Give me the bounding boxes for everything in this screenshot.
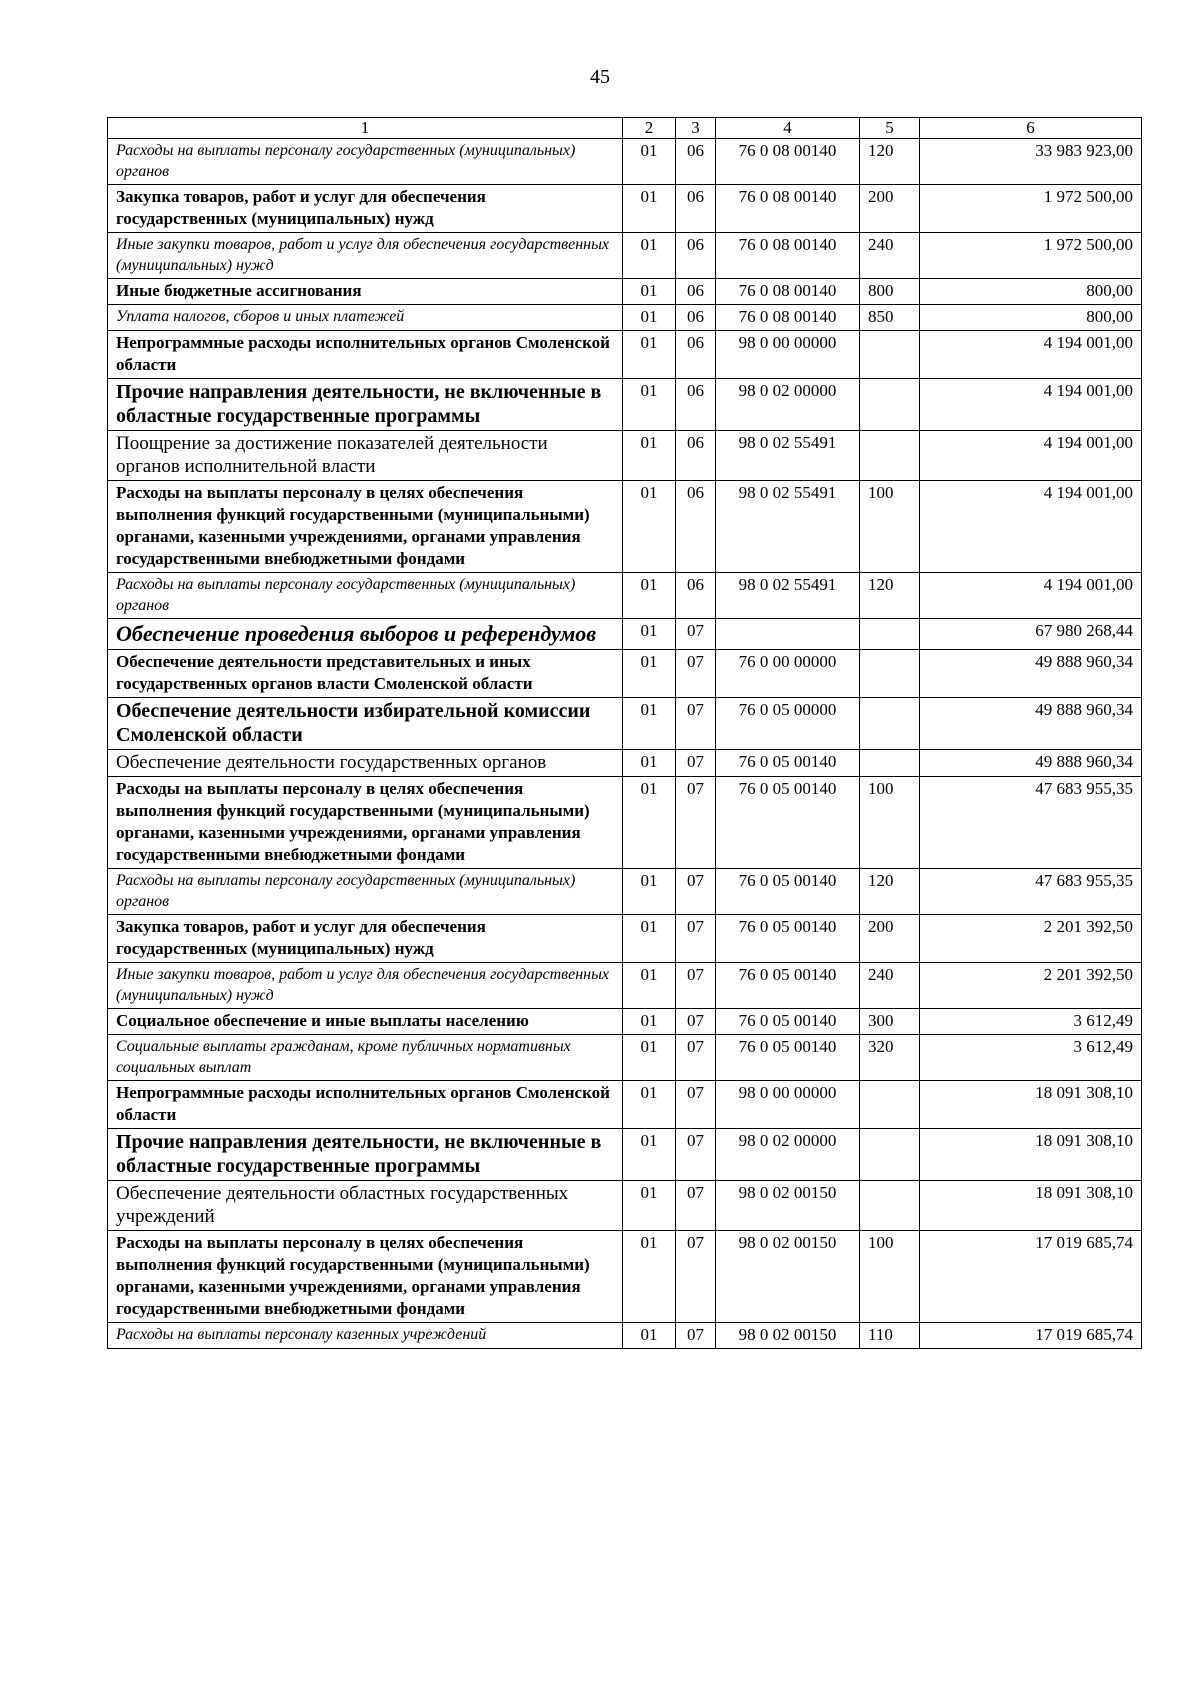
- row-section-cell: 01: [623, 619, 676, 650]
- row-subsection-cell: 06: [676, 233, 716, 279]
- row-name-cell: Расходы на выплаты персоналу казенных учреждений: [108, 1323, 623, 1349]
- row-name-cell: Иные закупки товаров, работ и услуг для обеспечения государственных (муниципальных) нужд: [108, 963, 623, 1009]
- row-section-cell: 01: [623, 963, 676, 1009]
- row-expense-type-cell: 850: [860, 305, 920, 331]
- row-subsection-cell: 07: [676, 963, 716, 1009]
- table-row: [108, 698, 1142, 750]
- table-row: [108, 750, 1142, 777]
- row-section-cell: 01: [623, 698, 676, 750]
- row-subsection-cell: 07: [676, 1231, 716, 1323]
- row-amount-cell: 4 194 001,00: [920, 573, 1142, 619]
- row-name-cell: Поощрение за достижение показателей деятельности органов исполнительной власти: [108, 431, 623, 481]
- row-section-cell: 01: [623, 650, 676, 698]
- row-subsection-cell: 07: [676, 1035, 716, 1081]
- table-row: [108, 619, 1142, 650]
- row-name-cell: Прочие направления деятельности, не включенные в областные государственные программы: [108, 1129, 623, 1181]
- row-subsection-cell: 07: [676, 1323, 716, 1349]
- row-name-cell: Социальные выплаты гражданам, кроме публичных нормативных социальных выплат: [108, 1035, 623, 1081]
- row-name-cell: Расходы на выплаты персоналу государственных (муниципальных) органов: [108, 573, 623, 619]
- row-target-article-cell: 76 0 00 00000: [716, 650, 860, 698]
- row-subsection-cell: 06: [676, 481, 716, 573]
- row-target-article-cell: 76 0 05 00140: [716, 750, 860, 777]
- column-header: 5: [860, 118, 920, 139]
- table-row: [108, 431, 1142, 481]
- row-subsection-cell: 07: [676, 1081, 716, 1129]
- table-row: [108, 481, 1142, 573]
- row-amount-cell: 1 972 500,00: [920, 185, 1142, 233]
- row-target-article-cell: 76 0 05 00140: [716, 915, 860, 963]
- row-expense-type-cell: 200: [860, 185, 920, 233]
- row-amount-cell: 800,00: [920, 305, 1142, 331]
- row-expense-type-cell: [860, 331, 920, 379]
- row-target-article-cell: 76 0 08 00140: [716, 305, 860, 331]
- row-expense-type-cell: 120: [860, 573, 920, 619]
- row-amount-cell: 4 194 001,00: [920, 431, 1142, 481]
- row-target-article-cell: 98 0 02 55491: [716, 573, 860, 619]
- row-target-article-cell: 76 0 05 00000: [716, 698, 860, 750]
- column-header: 6: [920, 118, 1142, 139]
- row-target-article-cell: 76 0 05 00140: [716, 963, 860, 1009]
- row-name-cell: Закупка товаров, работ и услуг для обеспечения государственных (муниципальных) нужд: [108, 185, 623, 233]
- row-name-cell: Непрограммные расходы исполнительных органов Смоленской области: [108, 1081, 623, 1129]
- row-name-cell: Расходы на выплаты персоналу в целях обеспечения выполнения функций государственными (муниципальными) органами, казенными учреждениями, органами управления государственными внебюджетными фондами: [108, 1231, 623, 1323]
- table-row: [108, 1009, 1142, 1035]
- table-row: [108, 331, 1142, 379]
- row-section-cell: 01: [623, 915, 676, 963]
- table-row: [108, 279, 1142, 305]
- row-name-cell: Обеспечение деятельности избирательной комиссии Смоленской области: [108, 698, 623, 750]
- row-expense-type-cell: [860, 650, 920, 698]
- row-subsection-cell: 06: [676, 279, 716, 305]
- column-header: 3: [676, 118, 716, 139]
- table-row: [108, 1129, 1142, 1181]
- row-target-article-cell: 76 0 08 00140: [716, 185, 860, 233]
- row-subsection-cell: 07: [676, 1009, 716, 1035]
- table-row: [108, 1231, 1142, 1323]
- row-target-article-cell: 98 0 02 00150: [716, 1231, 860, 1323]
- row-amount-cell: 1 972 500,00: [920, 233, 1142, 279]
- row-target-article-cell: 76 0 05 00140: [716, 1009, 860, 1035]
- row-target-article-cell: 98 0 02 00000: [716, 379, 860, 431]
- table-row: [108, 1035, 1142, 1081]
- row-section-cell: 01: [623, 1035, 676, 1081]
- row-expense-type-cell: 320: [860, 1035, 920, 1081]
- row-target-article-cell: 76 0 08 00140: [716, 279, 860, 305]
- row-expense-type-cell: [860, 431, 920, 481]
- row-name-cell: Обеспечение деятельности представительных и иных государственных органов власти Смоленской области: [108, 650, 623, 698]
- row-section-cell: 01: [623, 279, 676, 305]
- table-row: [108, 650, 1142, 698]
- row-target-article-cell: 98 0 02 55491: [716, 481, 860, 573]
- row-expense-type-cell: [860, 619, 920, 650]
- table-row: [108, 777, 1142, 869]
- row-subsection-cell: 07: [676, 1181, 716, 1231]
- row-amount-cell: 18 091 308,10: [920, 1129, 1142, 1181]
- row-section-cell: 01: [623, 1009, 676, 1035]
- table-row: [108, 869, 1142, 915]
- row-target-article-cell: 98 0 02 00150: [716, 1323, 860, 1349]
- row-section-cell: 01: [623, 750, 676, 777]
- row-subsection-cell: 06: [676, 305, 716, 331]
- row-name-cell: Закупка товаров, работ и услуг для обеспечения государственных (муниципальных) нужд: [108, 915, 623, 963]
- row-expense-type-cell: 240: [860, 963, 920, 1009]
- table-row: [108, 1081, 1142, 1129]
- row-expense-type-cell: 300: [860, 1009, 920, 1035]
- row-subsection-cell: 06: [676, 185, 716, 233]
- row-expense-type-cell: 800: [860, 279, 920, 305]
- row-amount-cell: 67 980 268,44: [920, 619, 1142, 650]
- table-row: [108, 379, 1142, 431]
- row-section-cell: 01: [623, 139, 676, 185]
- row-name-cell: Прочие направления деятельности, не включенные в областные государственные программы: [108, 379, 623, 431]
- row-section-cell: 01: [623, 431, 676, 481]
- row-expense-type-cell: [860, 1081, 920, 1129]
- row-expense-type-cell: 240: [860, 233, 920, 279]
- row-name-cell: Обеспечение деятельности государственных органов: [108, 750, 623, 777]
- row-subsection-cell: 07: [676, 869, 716, 915]
- row-amount-cell: 17 019 685,74: [920, 1323, 1142, 1349]
- table-row: [108, 1323, 1142, 1349]
- row-amount-cell: 47 683 955,35: [920, 869, 1142, 915]
- header-row: [108, 118, 1142, 139]
- row-subsection-cell: 07: [676, 777, 716, 869]
- row-target-article-cell: 76 0 08 00140: [716, 233, 860, 279]
- row-amount-cell: 18 091 308,10: [920, 1181, 1142, 1231]
- row-subsection-cell: 07: [676, 1129, 716, 1181]
- row-subsection-cell: 07: [676, 915, 716, 963]
- row-expense-type-cell: 110: [860, 1323, 920, 1349]
- row-name-cell: Обеспечение деятельности областных государственных учреждений: [108, 1181, 623, 1231]
- table-row: [108, 139, 1142, 185]
- row-amount-cell: 4 194 001,00: [920, 481, 1142, 573]
- row-target-article-cell: 98 0 02 00000: [716, 1129, 860, 1181]
- row-subsection-cell: 06: [676, 573, 716, 619]
- row-amount-cell: 2 201 392,50: [920, 963, 1142, 1009]
- row-target-article-cell: 76 0 05 00140: [716, 777, 860, 869]
- row-amount-cell: 17 019 685,74: [920, 1231, 1142, 1323]
- row-amount-cell: 800,00: [920, 279, 1142, 305]
- row-subsection-cell: 06: [676, 331, 716, 379]
- row-section-cell: 01: [623, 1231, 676, 1323]
- row-target-article-cell: 76 0 05 00140: [716, 869, 860, 915]
- column-header: 2: [623, 118, 676, 139]
- row-name-cell: Иные бюджетные ассигнования: [108, 279, 623, 305]
- row-name-cell: Обеспечение проведения выборов и референдумов: [108, 619, 623, 650]
- row-section-cell: 01: [623, 1181, 676, 1231]
- row-subsection-cell: 07: [676, 750, 716, 777]
- row-subsection-cell: 07: [676, 619, 716, 650]
- row-amount-cell: 49 888 960,34: [920, 750, 1142, 777]
- row-amount-cell: 2 201 392,50: [920, 915, 1142, 963]
- table-row: [108, 185, 1142, 233]
- row-name-cell: Расходы на выплаты персоналу государственных (муниципальных) органов: [108, 869, 623, 915]
- row-section-cell: 01: [623, 481, 676, 573]
- row-subsection-cell: 07: [676, 650, 716, 698]
- row-expense-type-cell: [860, 379, 920, 431]
- row-target-article-cell: 76 0 08 00140: [716, 139, 860, 185]
- row-target-article-cell: [716, 619, 860, 650]
- row-amount-cell: 49 888 960,34: [920, 650, 1142, 698]
- row-name-cell: Социальное обеспечение и иные выплаты населению: [108, 1009, 623, 1035]
- table-row: [108, 305, 1142, 331]
- row-amount-cell: 49 888 960,34: [920, 698, 1142, 750]
- row-name-cell: Иные закупки товаров, работ и услуг для обеспечения государственных (муниципальных) нужд: [108, 233, 623, 279]
- table-row: [108, 963, 1142, 1009]
- table-row: [108, 573, 1142, 619]
- page-number: 45: [590, 66, 610, 88]
- row-subsection-cell: 06: [676, 431, 716, 481]
- row-section-cell: 01: [623, 185, 676, 233]
- row-name-cell: Расходы на выплаты персоналу государственных (муниципальных) органов: [108, 139, 623, 185]
- row-section-cell: 01: [623, 233, 676, 279]
- column-header: 1: [108, 118, 623, 139]
- row-subsection-cell: 06: [676, 379, 716, 431]
- row-expense-type-cell: 100: [860, 481, 920, 573]
- row-section-cell: 01: [623, 573, 676, 619]
- row-amount-cell: 3 612,49: [920, 1035, 1142, 1081]
- row-section-cell: 01: [623, 379, 676, 431]
- row-expense-type-cell: [860, 750, 920, 777]
- budget-table: [107, 117, 1142, 1349]
- row-expense-type-cell: 100: [860, 777, 920, 869]
- row-name-cell: Расходы на выплаты персоналу в целях обеспечения выполнения функций государственными (муниципальными) органами, казенными учреждениями, органами управления государственными внебюджетными фондами: [108, 777, 623, 869]
- row-expense-type-cell: [860, 1181, 920, 1231]
- row-section-cell: 01: [623, 1081, 676, 1129]
- row-name-cell: Уплата налогов, сборов и иных платежей: [108, 305, 623, 331]
- row-expense-type-cell: [860, 1129, 920, 1181]
- table-row: [108, 915, 1142, 963]
- table-row: [108, 1181, 1142, 1231]
- row-expense-type-cell: 200: [860, 915, 920, 963]
- row-amount-cell: 4 194 001,00: [920, 331, 1142, 379]
- table-row: [108, 233, 1142, 279]
- row-amount-cell: 33 983 923,00: [920, 139, 1142, 185]
- row-target-article-cell: 98 0 00 00000: [716, 331, 860, 379]
- row-target-article-cell: 76 0 05 00140: [716, 1035, 860, 1081]
- row-expense-type-cell: 120: [860, 139, 920, 185]
- table-body: [108, 139, 1142, 1349]
- row-amount-cell: 3 612,49: [920, 1009, 1142, 1035]
- row-target-article-cell: 98 0 02 55491: [716, 431, 860, 481]
- row-section-cell: 01: [623, 1129, 676, 1181]
- row-section-cell: 01: [623, 1323, 676, 1349]
- row-section-cell: 01: [623, 331, 676, 379]
- row-expense-type-cell: 100: [860, 1231, 920, 1323]
- row-section-cell: 01: [623, 305, 676, 331]
- row-target-article-cell: 98 0 00 00000: [716, 1081, 860, 1129]
- row-amount-cell: 4 194 001,00: [920, 379, 1142, 431]
- row-name-cell: Непрограммные расходы исполнительных органов Смоленской области: [108, 331, 623, 379]
- row-section-cell: 01: [623, 869, 676, 915]
- column-header: 4: [716, 118, 860, 139]
- row-expense-type-cell: 120: [860, 869, 920, 915]
- row-subsection-cell: 06: [676, 139, 716, 185]
- row-subsection-cell: 07: [676, 698, 716, 750]
- row-section-cell: 01: [623, 777, 676, 869]
- row-amount-cell: 47 683 955,35: [920, 777, 1142, 869]
- row-amount-cell: 18 091 308,10: [920, 1081, 1142, 1129]
- row-name-cell: Расходы на выплаты персоналу в целях обеспечения выполнения функций государственными (муниципальными) органами, казенными учреждениями, органами управления государственными внебюджетными фондами: [108, 481, 623, 573]
- row-expense-type-cell: [860, 698, 920, 750]
- row-target-article-cell: 98 0 02 00150: [716, 1181, 860, 1231]
